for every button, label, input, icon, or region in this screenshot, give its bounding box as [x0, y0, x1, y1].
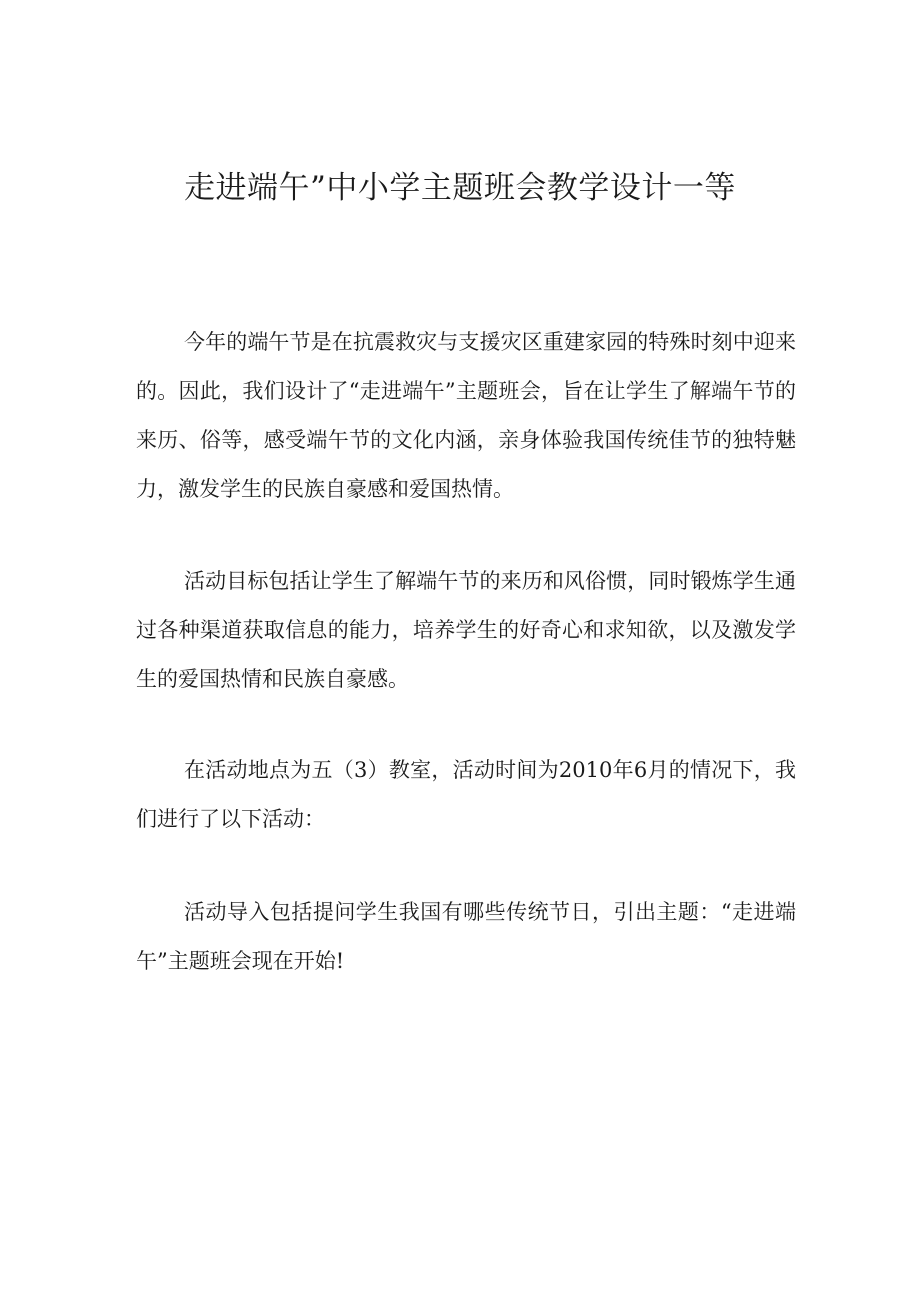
- paragraph-location-time: 在活动地点为五（3）教室，活动时间为2010年6月的情况下，我们进行了以下活动：: [136, 758, 796, 831]
- paragraph-background: 今年的端午节是在抗震救灾与支援灾区重建家园的特殊时刻中迎来的。因此，我们设计了“走进端午”主题班会，旨在让学生了解端午节的来历、俗等，感受端午节的文化内涵，亲身体验我国传统佳节的独特魅力，激发学生的民族自豪感和爱国热情。: [136, 330, 796, 501]
- document-title: 走进端午”中小学主题班会教学设计一等: [184, 170, 736, 206]
- paragraph-objectives: 活动目标包括让学生了解端午节的来历和风俗惯，同时锻炼学生通过各种渠道获取信息的能力，培养学生的好奇心和求知欲，以及激发学生的爱国热情和民族自豪感。: [136, 569, 796, 691]
- paragraph-introduction: 活动导入包括提问学生我国有哪些传统节日，引出主题：“走进端午”主题班会现在开始!: [136, 900, 796, 973]
